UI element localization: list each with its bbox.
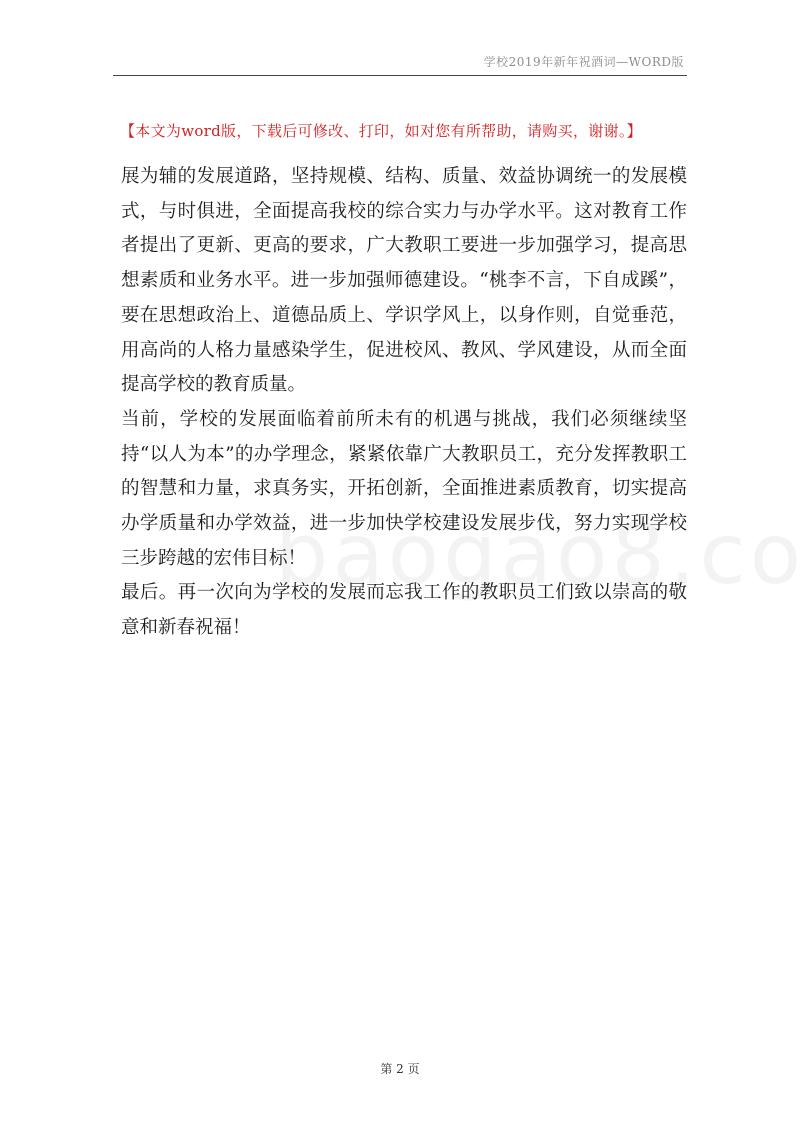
download-notice: 【本文为word版，下载后可修改、打印，如对您有所帮助，请购买，谢谢。】 <box>120 122 642 140</box>
paragraph: 最后。再一次向为学校的发展而忘我工作的教职员工们致以崇高的敬意和新春祝福！ <box>121 582 687 639</box>
paragraph: 展为辅的发展道路，坚持规模、结构、质量、效益协调统一的发展模式，与时俱进，全面提高我校的综合实力与办学水平。这对教育工作者提出了更新、更高的要求，广大教职工要进一步加强学习，提高思想素质和业务水平。进一步加强师德建设。“桃李不言，下自成蹊”，要在思想政治上、道德品质上、学识学风上，以身作则，自觉垂范，用高尚的人格力量感染学生，促进校风、教风、学风建设，从而全面提高学校的教育质量。 <box>121 166 687 396</box>
page-number: 第 2 页 <box>380 1062 420 1076</box>
header-title: 学校2019年新年祝酒词—WORD版 <box>483 55 684 69</box>
paragraph: 当前，学校的发展面临着前所未有的机遇与挑战，我们必须继续坚持“以人为本”的办学理念，紧紧依靠广大教职员工，充分发挥教职工的智慧和力量，求真务实，开拓创新，全面推进素质教育，切实提高办学质量和办学效益，进一步加快学校建设发展步伐，努力实现学校三步跨越的宏伟目标！ <box>121 408 687 569</box>
document-body <box>121 160 687 646</box>
header-divider <box>113 75 687 76</box>
